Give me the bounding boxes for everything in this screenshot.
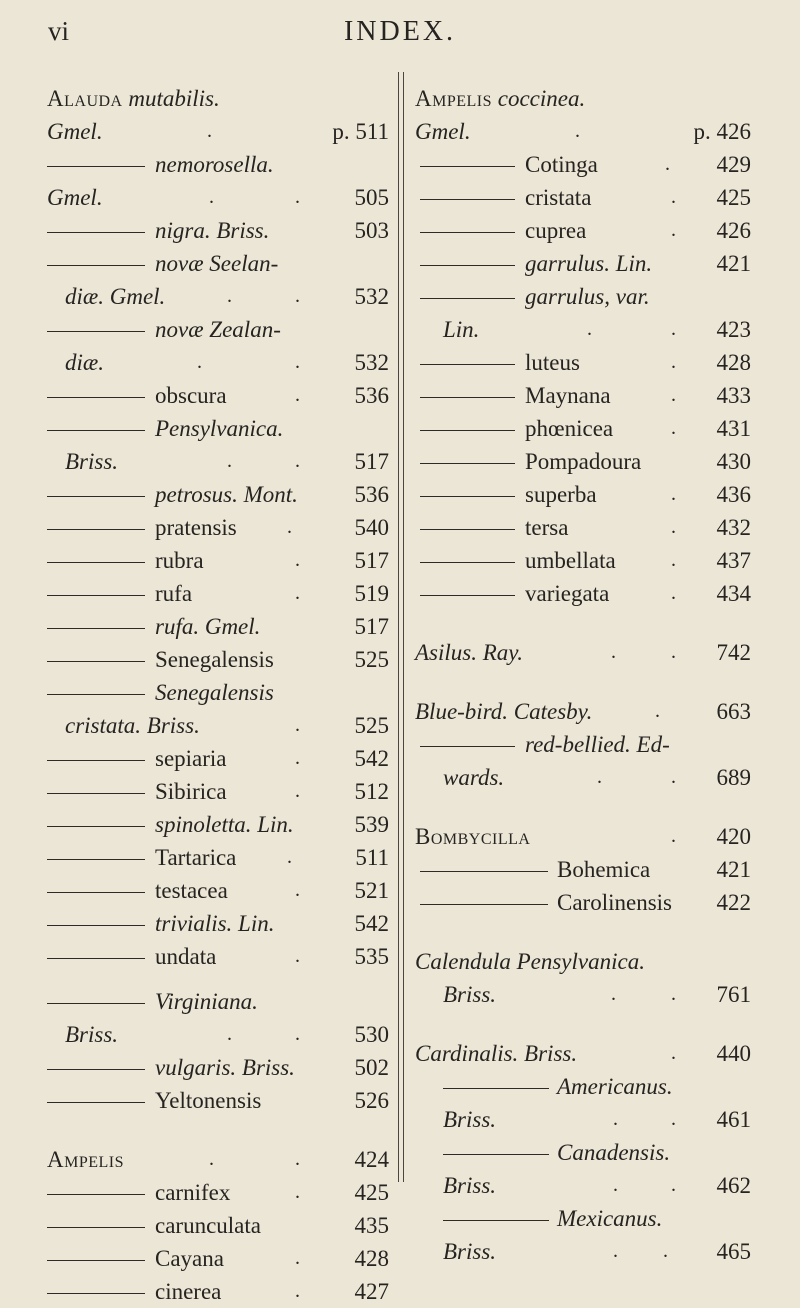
ditto-dash bbox=[47, 859, 145, 860]
page-ref: 428 bbox=[716, 350, 751, 375]
entry-text: Gmel. bbox=[47, 185, 103, 210]
leader-dot: . bbox=[295, 186, 300, 208]
index-entry bbox=[415, 978, 751, 1011]
page-ref: 422 bbox=[716, 890, 751, 915]
index-entry bbox=[415, 445, 751, 478]
leader-dot: . bbox=[287, 846, 292, 868]
index-entry bbox=[415, 412, 751, 445]
entry-text: vulgaris. Briss. bbox=[155, 1055, 295, 1080]
leader-dot: . bbox=[295, 1181, 300, 1203]
entry-text: Canadensis. bbox=[557, 1140, 671, 1165]
ditto-dash bbox=[443, 1088, 549, 1089]
ditto-dash bbox=[47, 1293, 145, 1294]
entry-text: garrulus. Lin. bbox=[525, 251, 653, 276]
page-ref: 440 bbox=[716, 1041, 751, 1066]
leader-dot: . bbox=[295, 1280, 300, 1302]
index-entry bbox=[415, 636, 751, 669]
entry-text: undata bbox=[155, 944, 217, 969]
species-name: coccinea. bbox=[497, 86, 586, 111]
ditto-dash bbox=[47, 562, 145, 563]
leader-dot: . bbox=[209, 186, 214, 208]
index-entry bbox=[47, 775, 389, 808]
index-entry bbox=[47, 379, 389, 412]
index-entry bbox=[415, 1037, 751, 1070]
ditto-dash bbox=[47, 1069, 145, 1070]
entry-text: Briss. bbox=[65, 1022, 119, 1047]
entry-text: cuprea bbox=[525, 218, 587, 243]
genus-heading: Alauda bbox=[47, 86, 123, 111]
leader-dot: . bbox=[295, 582, 300, 604]
ditto-dash bbox=[420, 562, 515, 563]
page-ref: 428 bbox=[354, 1246, 389, 1271]
leader-dot: . bbox=[295, 780, 300, 802]
leader-dot: . bbox=[295, 351, 300, 373]
ditto-dash bbox=[47, 166, 145, 167]
page-ref: 424 bbox=[354, 1147, 389, 1172]
ditto-dash bbox=[420, 364, 515, 365]
index-entry bbox=[415, 280, 751, 313]
leader-dot: . bbox=[671, 516, 676, 538]
leader-dot: . bbox=[597, 766, 602, 788]
page-ref: 427 bbox=[354, 1279, 389, 1304]
index-entry bbox=[47, 742, 389, 775]
ditto-dash bbox=[47, 1102, 145, 1103]
index-entry bbox=[47, 247, 389, 280]
leader-dot: . bbox=[295, 1023, 300, 1045]
page-ref: 761 bbox=[716, 982, 751, 1007]
entry-text: Briss. bbox=[443, 982, 497, 1007]
entry-text: Senegalensis bbox=[155, 680, 274, 705]
page-number: vi bbox=[48, 16, 70, 46]
page-ref: 421 bbox=[716, 857, 751, 882]
entry-text: garrulus, var. bbox=[525, 284, 650, 309]
page-ref: 540 bbox=[354, 515, 389, 540]
index-entry bbox=[415, 1235, 751, 1268]
index-entry bbox=[415, 820, 751, 853]
ditto-dash bbox=[420, 595, 515, 596]
ditto-dash bbox=[47, 1194, 145, 1195]
index-entry bbox=[415, 313, 751, 346]
index-entry bbox=[47, 1084, 389, 1117]
index-entry bbox=[415, 181, 751, 214]
ditto-dash bbox=[47, 661, 145, 662]
index-entry bbox=[415, 1103, 751, 1136]
ditto-dash bbox=[420, 397, 515, 398]
ditto-dash bbox=[47, 595, 145, 596]
leader-dot: . bbox=[671, 549, 676, 571]
leader-dot: . bbox=[575, 120, 580, 142]
page-ref: 536 bbox=[354, 482, 389, 507]
entry-text: Tartarica bbox=[155, 845, 237, 870]
leader-dot: . bbox=[611, 641, 616, 663]
entry-text: Asilus. Ray. bbox=[415, 640, 523, 665]
index-entry bbox=[47, 1018, 389, 1051]
ditto-dash bbox=[420, 166, 515, 167]
page-ref: 532 bbox=[354, 350, 389, 375]
leader-dot: . bbox=[295, 450, 300, 472]
ditto-dash bbox=[420, 463, 515, 464]
page-ref: 536 bbox=[354, 383, 389, 408]
index-entry bbox=[47, 577, 389, 610]
leader-dot: . bbox=[671, 351, 676, 373]
page-ref: 521 bbox=[354, 878, 389, 903]
leader-dot: . bbox=[671, 1108, 676, 1130]
index-entry bbox=[47, 709, 389, 742]
page-header bbox=[0, 16, 800, 60]
leader-dot: . bbox=[295, 747, 300, 769]
leader-dot: . bbox=[295, 1247, 300, 1269]
ditto-dash bbox=[420, 298, 515, 299]
left-column bbox=[47, 82, 389, 1308]
leader-dot: . bbox=[671, 384, 676, 406]
ditto-dash bbox=[47, 265, 145, 266]
index-entry bbox=[415, 1070, 751, 1103]
entry-text: nemorosella. bbox=[155, 152, 274, 177]
page-ref: 423 bbox=[716, 317, 751, 342]
leader-dot: . bbox=[295, 1148, 300, 1170]
page-ref: 689 bbox=[716, 765, 751, 790]
ditto-dash bbox=[47, 628, 145, 629]
index-entry bbox=[415, 1169, 751, 1202]
page-ref: 512 bbox=[354, 779, 389, 804]
column-divider bbox=[398, 72, 404, 1182]
index-entry bbox=[47, 1275, 389, 1308]
index-entry bbox=[415, 853, 751, 886]
ditto-dash bbox=[47, 958, 145, 959]
page-ref: 526 bbox=[354, 1088, 389, 1113]
page-ref: 434 bbox=[716, 581, 751, 606]
leader-dot: . bbox=[287, 516, 292, 538]
index-entry bbox=[47, 511, 389, 544]
page-ref: 542 bbox=[354, 911, 389, 936]
index-entry bbox=[415, 247, 751, 280]
entry-text: Virginiana. bbox=[155, 989, 258, 1014]
leader-dot: . bbox=[611, 983, 616, 1005]
index-entry bbox=[47, 214, 389, 247]
ditto-dash bbox=[47, 694, 145, 695]
leader-dot: . bbox=[671, 766, 676, 788]
page-ref: 430 bbox=[716, 449, 751, 474]
page-ref: 420 bbox=[716, 824, 751, 849]
page-ref: 425 bbox=[354, 1180, 389, 1205]
ditto-dash bbox=[47, 1003, 145, 1004]
page-ref: 502 bbox=[354, 1055, 389, 1080]
index-entry bbox=[47, 478, 389, 511]
ditto-dash bbox=[47, 925, 145, 926]
entry-text: wards. bbox=[443, 765, 505, 790]
page-ref: 465 bbox=[716, 1239, 751, 1264]
leader-dot: . bbox=[671, 186, 676, 208]
species-name: mutabilis. bbox=[128, 86, 220, 111]
page-ref: 426 bbox=[716, 218, 751, 243]
index-entry bbox=[415, 886, 751, 919]
index-entry bbox=[47, 985, 389, 1018]
index-entry bbox=[47, 82, 389, 115]
index-entry bbox=[47, 313, 389, 346]
ditto-dash bbox=[47, 496, 145, 497]
page-ref: 539 bbox=[354, 812, 389, 837]
entry-text: novæ Seelan- bbox=[155, 251, 279, 276]
page-ref: 432 bbox=[716, 515, 751, 540]
entry-text: Briss. bbox=[443, 1239, 497, 1264]
leader-dot: . bbox=[671, 1174, 676, 1196]
index-entry bbox=[47, 181, 389, 214]
ditto-dash bbox=[47, 1227, 145, 1228]
ditto-dash bbox=[420, 529, 515, 530]
page-ref: 461 bbox=[716, 1107, 751, 1132]
entry-text: trivialis. Lin. bbox=[155, 911, 275, 936]
leader-dot: . bbox=[207, 120, 212, 142]
leader-dot: . bbox=[295, 879, 300, 901]
ditto-dash bbox=[420, 232, 515, 233]
index-entry bbox=[47, 280, 389, 313]
entry-text: Pensylvanica. bbox=[155, 416, 284, 441]
entry-text: diæ. bbox=[65, 350, 104, 375]
right-column bbox=[415, 82, 751, 1268]
entry-text: petrosus. Mont. bbox=[155, 482, 298, 507]
entry-text: Sibirica bbox=[155, 779, 227, 804]
page-ref: 431 bbox=[716, 416, 751, 441]
entry-text: Cayana bbox=[155, 1246, 224, 1271]
page-ref: p. 511 bbox=[332, 119, 389, 144]
entry-text: Bohemica bbox=[557, 857, 651, 882]
entry-text: rubra bbox=[155, 548, 204, 573]
page-ref: 742 bbox=[716, 640, 751, 665]
entry-text: red-bellied. Ed- bbox=[525, 732, 670, 757]
leader-dot: . bbox=[227, 285, 232, 307]
entry-text: Gmel. bbox=[415, 119, 471, 144]
entry-text: superba bbox=[525, 482, 597, 507]
leader-dot: . bbox=[655, 700, 660, 722]
leader-dot: . bbox=[295, 384, 300, 406]
leader-dot: . bbox=[663, 1240, 668, 1262]
index-entry bbox=[47, 841, 389, 874]
ditto-dash bbox=[420, 904, 548, 905]
running-head: INDEX. bbox=[343, 16, 457, 47]
ditto-dash bbox=[420, 496, 515, 497]
index-entry bbox=[415, 728, 751, 761]
page-ref: 519 bbox=[354, 581, 389, 606]
entry-text: sepiaria bbox=[155, 746, 227, 771]
index-entry bbox=[47, 1143, 389, 1176]
ditto-dash bbox=[420, 746, 515, 747]
index-entry bbox=[47, 445, 389, 478]
page-ref: 425 bbox=[716, 185, 751, 210]
index-entry bbox=[415, 544, 751, 577]
entry-text: testacea bbox=[155, 878, 228, 903]
leader-dot: . bbox=[613, 1174, 618, 1196]
leader-dot: . bbox=[671, 483, 676, 505]
index-entry bbox=[415, 1202, 751, 1235]
entry-text: tersa bbox=[525, 515, 569, 540]
index-entry bbox=[47, 808, 389, 841]
leader-dot: . bbox=[613, 1108, 618, 1130]
entry-text: phœnicea bbox=[525, 416, 614, 441]
page-ref: 542 bbox=[354, 746, 389, 771]
index-entry bbox=[47, 544, 389, 577]
genus-heading: Ampelis bbox=[47, 1147, 125, 1172]
ditto-dash bbox=[420, 265, 515, 266]
page-ref: 525 bbox=[354, 713, 389, 738]
entry-text: Calendula Pensylvanica. bbox=[415, 949, 645, 974]
page-ref: 530 bbox=[354, 1022, 389, 1047]
index-entry bbox=[415, 115, 751, 148]
index-entry bbox=[47, 1242, 389, 1275]
page-ref: 435 bbox=[354, 1213, 389, 1238]
page-ref: 421 bbox=[716, 251, 751, 276]
ditto-dash bbox=[47, 793, 145, 794]
ditto-dash bbox=[47, 331, 145, 332]
leader-dot: . bbox=[671, 1042, 676, 1064]
page-ref: 525 bbox=[354, 647, 389, 672]
leader-dot: . bbox=[671, 318, 676, 340]
page-ref: 532 bbox=[354, 284, 389, 309]
index-entry bbox=[415, 761, 751, 794]
entry-text: rufa. Gmel. bbox=[155, 614, 261, 639]
index-entry bbox=[415, 1136, 751, 1169]
entry-text: carunculata bbox=[155, 1213, 261, 1238]
entry-text: Senegalensis bbox=[155, 647, 274, 672]
entry-text: diæ. Gmel. bbox=[65, 284, 166, 309]
genus-heading: Ampelis bbox=[415, 86, 493, 111]
entry-text: variegata bbox=[525, 581, 610, 606]
entry-text: nigra. Briss. bbox=[155, 218, 270, 243]
leader-dot: . bbox=[227, 1023, 232, 1045]
ditto-dash bbox=[47, 232, 145, 233]
ditto-dash bbox=[420, 871, 548, 872]
entry-text: obscura bbox=[155, 383, 227, 408]
ditto-dash bbox=[420, 430, 515, 431]
index-entry bbox=[47, 115, 389, 148]
entry-text: Briss. bbox=[65, 449, 119, 474]
index-entry bbox=[47, 907, 389, 940]
page-ref: 503 bbox=[354, 218, 389, 243]
index-entry bbox=[415, 379, 751, 412]
index-entry bbox=[415, 82, 751, 115]
index-entry bbox=[47, 148, 389, 181]
entry-text: Maynana bbox=[525, 383, 611, 408]
entry-text: Blue-bird. Catesby. bbox=[415, 699, 593, 724]
entry-text: Lin. bbox=[443, 317, 480, 342]
leader-dot: . bbox=[209, 1148, 214, 1170]
entry-text: cinerea bbox=[155, 1279, 222, 1304]
leader-dot: . bbox=[671, 417, 676, 439]
page-ref: 517 bbox=[354, 614, 389, 639]
ditto-dash bbox=[47, 892, 145, 893]
index-entry bbox=[47, 940, 389, 973]
ditto-dash bbox=[47, 529, 145, 530]
page-ref: 433 bbox=[716, 383, 751, 408]
ditto-dash bbox=[47, 826, 145, 827]
index-entry bbox=[415, 148, 751, 181]
index-entry bbox=[415, 478, 751, 511]
index-entry bbox=[47, 1051, 389, 1084]
ditto-dash bbox=[47, 430, 145, 431]
index-entry bbox=[47, 676, 389, 709]
entry-text: Pompadoura bbox=[525, 449, 642, 474]
entry-text: cristata. Briss. bbox=[65, 713, 200, 738]
index-entry bbox=[47, 874, 389, 907]
entry-text: rufa bbox=[155, 581, 193, 606]
leader-dot: . bbox=[295, 285, 300, 307]
page-ref: p. 426 bbox=[693, 119, 751, 144]
entry-text: Cotinga bbox=[525, 152, 598, 177]
page-ref: 437 bbox=[716, 548, 751, 573]
leader-dot: . bbox=[295, 945, 300, 967]
entry-text: novæ Zealan- bbox=[155, 317, 281, 342]
entry-text: Yeltonensis bbox=[155, 1088, 262, 1113]
page-ref: 511 bbox=[355, 845, 389, 870]
ditto-dash bbox=[47, 760, 145, 761]
entry-text: Briss. bbox=[443, 1173, 497, 1198]
index-entry bbox=[47, 610, 389, 643]
ditto-dash bbox=[47, 1260, 145, 1261]
leader-dot: . bbox=[671, 983, 676, 1005]
entry-text: carnifex bbox=[155, 1180, 231, 1205]
ditto-dash bbox=[443, 1154, 549, 1155]
leader-dot: . bbox=[671, 825, 676, 847]
page-ref: 517 bbox=[354, 548, 389, 573]
genus-heading: Bombycilla bbox=[415, 824, 531, 849]
entry-text: Mexicanus. bbox=[557, 1206, 663, 1231]
page-ref: 462 bbox=[716, 1173, 751, 1198]
leader-dot: . bbox=[671, 582, 676, 604]
entry-text: Carolinensis bbox=[557, 890, 672, 915]
leader-dot: . bbox=[197, 351, 202, 373]
ditto-dash bbox=[420, 199, 515, 200]
ditto-dash bbox=[443, 1220, 549, 1221]
entry-text: Briss. bbox=[443, 1107, 497, 1132]
leader-dot: . bbox=[671, 219, 676, 241]
index-entry bbox=[415, 511, 751, 544]
index-entry bbox=[47, 643, 389, 676]
leader-dot: . bbox=[613, 1240, 618, 1262]
page-ref: 517 bbox=[354, 449, 389, 474]
leader-dot: . bbox=[665, 153, 670, 175]
entry-text: luteus bbox=[525, 350, 580, 375]
entry-text: umbellata bbox=[525, 548, 616, 573]
index-entry bbox=[415, 346, 751, 379]
page-ref: 535 bbox=[354, 944, 389, 969]
entry-text: pratensis bbox=[155, 515, 237, 540]
ditto-dash bbox=[47, 397, 145, 398]
index-entry bbox=[47, 1176, 389, 1209]
leader-dot: . bbox=[227, 450, 232, 472]
entry-text: spinoletta. Lin. bbox=[155, 812, 294, 837]
index-entry bbox=[47, 346, 389, 379]
leader-dot: . bbox=[295, 714, 300, 736]
entry-text: Americanus. bbox=[557, 1074, 673, 1099]
index-entry bbox=[415, 214, 751, 247]
page-ref: 663 bbox=[716, 699, 751, 724]
page-ref: 505 bbox=[354, 185, 389, 210]
index-entry bbox=[47, 1209, 389, 1242]
index-entry bbox=[47, 412, 389, 445]
leader-dot: . bbox=[671, 641, 676, 663]
leader-dot: . bbox=[295, 549, 300, 571]
leader-dot: . bbox=[587, 318, 592, 340]
index-entry bbox=[415, 945, 751, 978]
entry-text: Cardinalis. Briss. bbox=[415, 1041, 578, 1066]
page-ref: 436 bbox=[716, 482, 751, 507]
page-ref: 429 bbox=[716, 152, 751, 177]
entry-text: Gmel. bbox=[47, 119, 103, 144]
index-entry bbox=[415, 695, 751, 728]
index-entry bbox=[415, 577, 751, 610]
entry-text: cristata bbox=[525, 185, 592, 210]
